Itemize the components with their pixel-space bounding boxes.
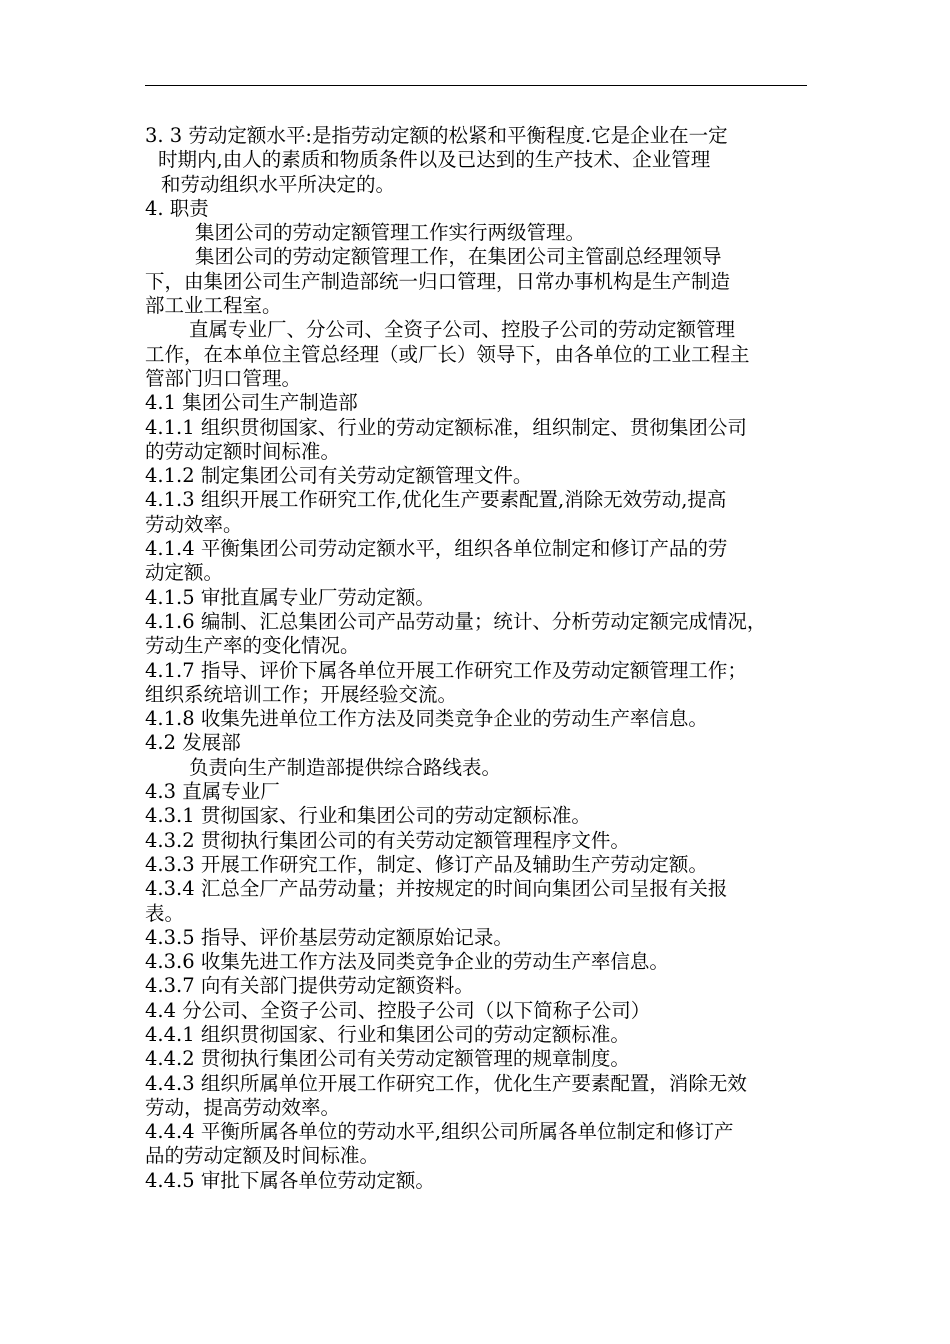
text-line: 集团公司的劳动定额管理工作，在集团公司主管副总经理领导: [195, 245, 722, 269]
text-line: 劳动生产率的变化情况。: [145, 634, 360, 658]
text-line: 4.4.3 组织所属单位开展工作研究工作，优化生产要素配置，消除无效: [145, 1071, 747, 1095]
text-line: 4.1.4 平衡集团公司劳动定额水平，组织各单位制定和修订产品的劳: [145, 537, 728, 561]
text-line: 部工业工程室。: [145, 294, 282, 318]
text-line: 4. 职责: [145, 196, 209, 220]
text-line: 品的劳动定额及时间标准。: [145, 1144, 380, 1168]
document-body: [145, 124, 810, 1193]
text-line: 集团公司的劳动定额管理工作实行两级管理。: [195, 221, 586, 245]
text-line: 劳动效率。: [145, 512, 243, 536]
text-line: 下，由集团公司生产制造部统一归口管理，日常办事机构是生产制造: [145, 269, 731, 293]
text-line: 4.3.6 收集先进工作方法及同类竞争企业的劳动生产率信息。: [145, 950, 669, 974]
text-line: 3. 3 劳动定额水平:是指劳动定额的松紧和平衡程度.它是企业在一定: [145, 124, 728, 147]
text-line: 动定额。: [145, 561, 224, 585]
text-line: 4.1.6 编制、汇总集团公司产品劳动量；统计、分析劳动定额完成情况，: [145, 609, 767, 633]
text-line: 管部门归口管理。: [145, 366, 302, 390]
text-line: 4.4 分公司、全资子公司、控股子公司（以下简称子公司）: [145, 998, 651, 1022]
text-line: 4.3.3 开展工作研究工作，制定、修订产品及辅助生产劳动定额。: [145, 852, 708, 876]
text-line: 4.2 发展部: [145, 731, 241, 755]
text-line: 4.1.5 审批直属专业厂劳动定额。: [145, 585, 435, 609]
text-line: 4.1.7 指导、评价下属各单位开展工作研究工作及劳动定额管理工作；: [145, 658, 747, 682]
text-line: 4.3 直属专业厂: [145, 780, 280, 804]
text-line: 组织系统培训工作；开展经验交流。: [145, 682, 458, 706]
text-line: 4.4.1 组织贯彻国家、行业和集团公司的劳动定额标准。: [145, 1022, 630, 1046]
text-line: 4.1 集团公司生产制造部: [145, 391, 358, 415]
text-line: 4.1.1 组织贯彻国家、行业的劳动定额标准，组织制定、贯彻集团公司: [145, 415, 747, 439]
text-line: 4.3.1 贯彻国家、行业和集团公司的劳动定额标准。: [145, 804, 591, 828]
text-line: 劳动，提高劳动效率。: [145, 1095, 341, 1119]
text-line: 4.3.4 汇总全厂产品劳动量；并按规定的时间向集团公司呈报有关报: [145, 877, 728, 901]
text-line: 4.1.8 收集先进单位工作方法及同类竞争企业的劳动生产率信息。: [145, 707, 708, 731]
text-line: 4.3.2 贯彻执行集团公司的有关劳动定额管理程序文件。: [145, 828, 630, 852]
text-line: 工作，在本单位主管总经理（或厂长）领导下，由各单位的工业工程主: [145, 342, 750, 366]
text-line: 表。: [145, 901, 185, 925]
text-line: 4.3.5 指导、评价基层劳动定额原始记录。: [145, 925, 513, 949]
text-line: 4.3.7 向有关部门提供劳动定额资料。: [145, 974, 474, 998]
text-line: 的劳动定额时间标准。: [145, 439, 341, 463]
text-line: 4.4.4 平衡所属各单位的劳动水平,组织公司所属各单位制定和修订产: [145, 1120, 734, 1144]
text-line: 4.1.2 制定集团公司有关劳动定额管理文件。: [145, 464, 533, 488]
text-line: 直属专业厂、分公司、全资子公司、控股子公司的劳动定额管理: [189, 318, 736, 342]
header-rule: [145, 85, 807, 86]
text-line: 4.1.3 组织开展工作研究工作,优化生产要素配置,消除无效劳动,提高: [145, 488, 727, 512]
text-line: 4.4.2 贯彻执行集团公司有关劳动定额管理的规章制度。: [145, 1047, 630, 1071]
text-line: 4.4.5 审批下属各单位劳动定额。: [145, 1168, 435, 1192]
text-line: 负责向生产制造部提供综合路线表。: [189, 755, 502, 779]
text-line: 时期内,由人的素质和物质条件以及已达到的生产技术、企业管理: [158, 148, 711, 172]
text-line: 和劳动组织水平所决定的。: [161, 172, 396, 196]
